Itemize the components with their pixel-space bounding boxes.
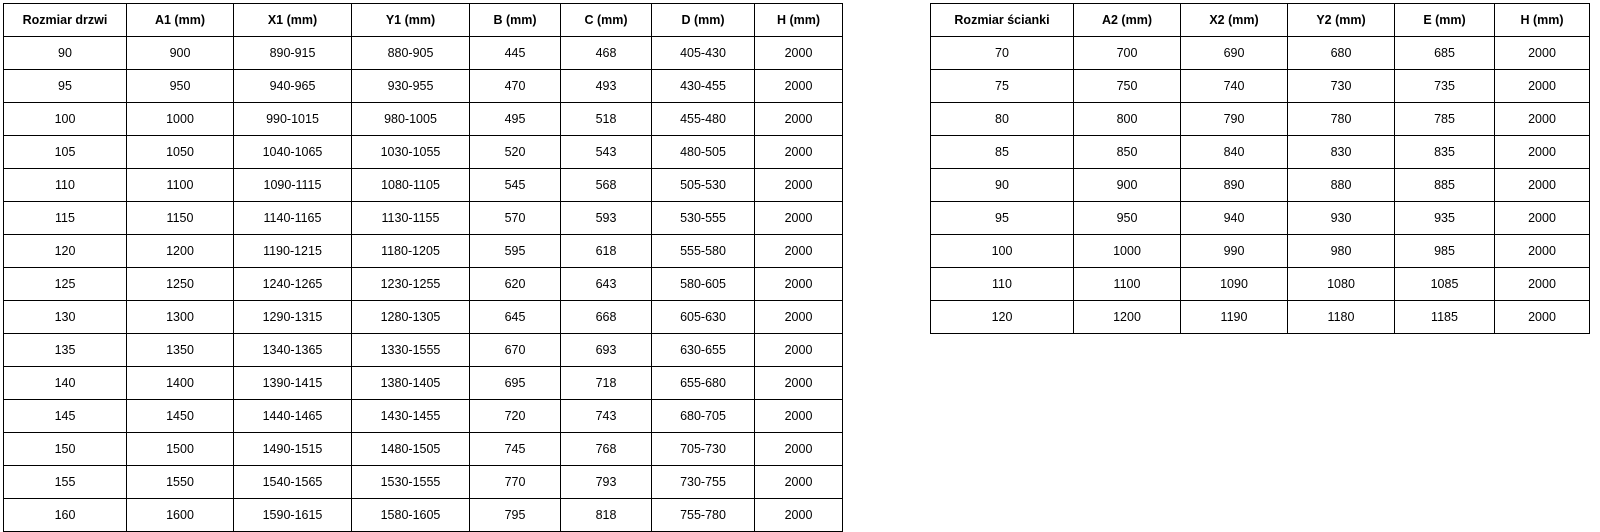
column-header: Rozmiar drzwi (4, 4, 127, 37)
column-header: X1 (mm) (234, 4, 352, 37)
table-cell: 1380-1405 (352, 367, 470, 400)
table-cell: 2000 (1495, 37, 1590, 70)
table-cell: 595 (470, 235, 561, 268)
table-cell: 2000 (755, 301, 843, 334)
column-header: D (mm) (652, 4, 755, 37)
table-cell: 1040-1065 (234, 136, 352, 169)
table-cell: 730 (1288, 70, 1395, 103)
table-cell: 470 (470, 70, 561, 103)
table-cell: 950 (127, 70, 234, 103)
table-cell: 505-530 (652, 169, 755, 202)
table-cell: 2000 (755, 103, 843, 136)
walls-dimensions-table (930, 3, 1590, 334)
table-header-row (4, 4, 843, 37)
table-row (4, 169, 843, 202)
table-cell: 1440-1465 (234, 400, 352, 433)
table-cell: 885 (1395, 169, 1495, 202)
table-cell: 730-755 (652, 466, 755, 499)
table-cell: 1430-1455 (352, 400, 470, 433)
table-cell: 520 (470, 136, 561, 169)
table-row (4, 103, 843, 136)
table-cell: 880 (1288, 169, 1395, 202)
table-cell: 743 (561, 400, 652, 433)
table-cell: 705-730 (652, 433, 755, 466)
table-cell: 1530-1555 (352, 466, 470, 499)
table-cell: 685 (1395, 37, 1495, 70)
table-cell: 445 (470, 37, 561, 70)
doors-table-head (4, 4, 843, 37)
column-header: A2 (mm) (1074, 4, 1181, 37)
table-cell: 70 (931, 37, 1074, 70)
table-cell: 880-905 (352, 37, 470, 70)
table-cell: 1180-1205 (352, 235, 470, 268)
table-cell: 1185 (1395, 301, 1495, 334)
table-cell: 2000 (755, 268, 843, 301)
table-cell: 750 (1074, 70, 1181, 103)
table-cell: 740 (1181, 70, 1288, 103)
table-cell: 100 (4, 103, 127, 136)
table-cell: 1490-1515 (234, 433, 352, 466)
table-cell: 1085 (1395, 268, 1495, 301)
table-row (931, 37, 1590, 70)
table-row (4, 367, 843, 400)
table-cell: 1400 (127, 367, 234, 400)
table-cell: 670 (470, 334, 561, 367)
table-cell: 693 (561, 334, 652, 367)
table-cell: 120 (931, 301, 1074, 334)
table-cell: 85 (931, 136, 1074, 169)
table-cell: 145 (4, 400, 127, 433)
table-cell: 110 (931, 268, 1074, 301)
table-cell: 1050 (127, 136, 234, 169)
column-header: H (mm) (755, 4, 843, 37)
table-row (931, 301, 1590, 334)
table-cell: 680 (1288, 37, 1395, 70)
table-cell: 770 (470, 466, 561, 499)
table-row (4, 433, 843, 466)
table-header-row (931, 4, 1590, 37)
table-cell: 1140-1165 (234, 202, 352, 235)
table-row (4, 37, 843, 70)
table-cell: 900 (127, 37, 234, 70)
table-cell: 1190 (1181, 301, 1288, 334)
table-cell: 2000 (755, 70, 843, 103)
table-cell: 160 (4, 499, 127, 532)
table-cell: 1230-1255 (352, 268, 470, 301)
table-cell: 793 (561, 466, 652, 499)
table-cell: 2000 (755, 202, 843, 235)
table-cell: 1600 (127, 499, 234, 532)
table-cell: 1350 (127, 334, 234, 367)
table-row (931, 235, 1590, 268)
table-cell: 1180 (1288, 301, 1395, 334)
table-cell: 1080 (1288, 268, 1395, 301)
table-cell: 1130-1155 (352, 202, 470, 235)
table-cell: 1200 (127, 235, 234, 268)
table-cell: 140 (4, 367, 127, 400)
table-cell: 405-430 (652, 37, 755, 70)
table-cell: 1100 (127, 169, 234, 202)
table-cell: 135 (4, 334, 127, 367)
table-cell: 75 (931, 70, 1074, 103)
table-cell: 1030-1055 (352, 136, 470, 169)
table-cell: 1450 (127, 400, 234, 433)
table-cell: 1290-1315 (234, 301, 352, 334)
table-cell: 990 (1181, 235, 1288, 268)
table-cell: 980 (1288, 235, 1395, 268)
table-cell: 630-655 (652, 334, 755, 367)
table-cell: 1190-1215 (234, 235, 352, 268)
table-cell: 1590-1615 (234, 499, 352, 532)
table-cell: 580-605 (652, 268, 755, 301)
table-cell: 1280-1305 (352, 301, 470, 334)
table-cell: 1550 (127, 466, 234, 499)
table-cell: 90 (4, 37, 127, 70)
column-header: H (mm) (1495, 4, 1590, 37)
table-cell: 695 (470, 367, 561, 400)
table-cell: 155 (4, 466, 127, 499)
table-cell: 1200 (1074, 301, 1181, 334)
table-cell: 1250 (127, 268, 234, 301)
doors-table-body (4, 37, 843, 532)
table-cell: 100 (931, 235, 1074, 268)
table-cell: 568 (561, 169, 652, 202)
table-cell: 130 (4, 301, 127, 334)
table-cell: 2000 (1495, 103, 1590, 136)
table-cell: 668 (561, 301, 652, 334)
table-cell: 1000 (1074, 235, 1181, 268)
walls-table-body (931, 37, 1590, 334)
table-row (931, 268, 1590, 301)
table-cell: 795 (470, 499, 561, 532)
table-cell: 718 (561, 367, 652, 400)
table-cell: 830 (1288, 136, 1395, 169)
table-cell: 90 (931, 169, 1074, 202)
table-cell: 985 (1395, 235, 1495, 268)
table-cell: 850 (1074, 136, 1181, 169)
table-cell: 1080-1105 (352, 169, 470, 202)
table-cell: 835 (1395, 136, 1495, 169)
table-cell: 735 (1395, 70, 1495, 103)
table-row (4, 268, 843, 301)
table-cell: 455-480 (652, 103, 755, 136)
table-cell: 680-705 (652, 400, 755, 433)
walls-table-head (931, 4, 1590, 37)
table-cell: 2000 (755, 169, 843, 202)
table-cell: 768 (561, 433, 652, 466)
table-cell: 570 (470, 202, 561, 235)
table-cell: 105 (4, 136, 127, 169)
column-header: C (mm) (561, 4, 652, 37)
table-cell: 1580-1605 (352, 499, 470, 532)
table-cell: 2000 (755, 466, 843, 499)
table-cell: 518 (561, 103, 652, 136)
table-cell: 1090-1115 (234, 169, 352, 202)
table-cell: 2000 (755, 136, 843, 169)
table-row (4, 466, 843, 499)
table-cell: 2000 (1495, 301, 1590, 334)
table-cell: 990-1015 (234, 103, 352, 136)
table-row (931, 70, 1590, 103)
table-cell: 1300 (127, 301, 234, 334)
table-cell: 468 (561, 37, 652, 70)
table-cell: 495 (470, 103, 561, 136)
table-cell: 605-630 (652, 301, 755, 334)
table-cell: 818 (561, 499, 652, 532)
table-cell: 2000 (1495, 136, 1590, 169)
table-cell: 530-555 (652, 202, 755, 235)
table-cell: 935 (1395, 202, 1495, 235)
table-cell: 1000 (127, 103, 234, 136)
table-row (4, 235, 843, 268)
table-cell: 1480-1505 (352, 433, 470, 466)
doors-table-container (3, 3, 843, 532)
table-cell: 2000 (1495, 235, 1590, 268)
table-cell: 593 (561, 202, 652, 235)
table-cell: 2000 (755, 400, 843, 433)
table-cell: 790 (1181, 103, 1288, 136)
table-cell: 643 (561, 268, 652, 301)
table-cell: 890 (1181, 169, 1288, 202)
column-header: Y2 (mm) (1288, 4, 1395, 37)
table-cell: 655-680 (652, 367, 755, 400)
table-cell: 2000 (755, 367, 843, 400)
column-header: Y1 (mm) (352, 4, 470, 37)
table-cell: 150 (4, 433, 127, 466)
table-cell: 2000 (755, 37, 843, 70)
table-cell: 785 (1395, 103, 1495, 136)
table-cell: 95 (4, 70, 127, 103)
table-cell: 780 (1288, 103, 1395, 136)
table-row (4, 499, 843, 532)
column-header: A1 (mm) (127, 4, 234, 37)
table-cell: 430-455 (652, 70, 755, 103)
column-header: B (mm) (470, 4, 561, 37)
table-cell: 493 (561, 70, 652, 103)
table-cell: 1500 (127, 433, 234, 466)
table-cell: 545 (470, 169, 561, 202)
table-cell: 1540-1565 (234, 466, 352, 499)
table-row (4, 202, 843, 235)
table-cell: 800 (1074, 103, 1181, 136)
table-row (4, 301, 843, 334)
doors-dimensions-table (3, 3, 843, 532)
table-cell: 700 (1074, 37, 1181, 70)
table-cell: 1150 (127, 202, 234, 235)
table-cell: 930-955 (352, 70, 470, 103)
table-cell: 720 (470, 400, 561, 433)
table-cell: 2000 (1495, 202, 1590, 235)
table-row (4, 334, 843, 367)
table-cell: 120 (4, 235, 127, 268)
table-cell: 2000 (1495, 70, 1590, 103)
table-cell: 618 (561, 235, 652, 268)
table-cell: 840 (1181, 136, 1288, 169)
table-cell: 95 (931, 202, 1074, 235)
table-cell: 1330-1555 (352, 334, 470, 367)
table-cell: 755-780 (652, 499, 755, 532)
table-row (931, 202, 1590, 235)
table-cell: 125 (4, 268, 127, 301)
table-cell: 2000 (755, 235, 843, 268)
table-cell: 2000 (755, 499, 843, 532)
table-cell: 940 (1181, 202, 1288, 235)
table-cell: 930 (1288, 202, 1395, 235)
table-row (4, 136, 843, 169)
table-row (4, 70, 843, 103)
table-cell: 1090 (1181, 268, 1288, 301)
table-cell: 2000 (755, 334, 843, 367)
table-cell: 480-505 (652, 136, 755, 169)
table-cell: 110 (4, 169, 127, 202)
table-cell: 2000 (755, 433, 843, 466)
table-cell: 1100 (1074, 268, 1181, 301)
table-cell: 745 (470, 433, 561, 466)
table-cell: 950 (1074, 202, 1181, 235)
column-header: Rozmiar ścianki (931, 4, 1074, 37)
table-cell: 890-915 (234, 37, 352, 70)
table-cell: 115 (4, 202, 127, 235)
table-cell: 620 (470, 268, 561, 301)
column-header: X2 (mm) (1181, 4, 1288, 37)
table-cell: 2000 (1495, 268, 1590, 301)
table-cell: 940-965 (234, 70, 352, 103)
table-cell: 543 (561, 136, 652, 169)
table-cell: 1340-1365 (234, 334, 352, 367)
table-cell: 2000 (1495, 169, 1590, 202)
table-cell: 645 (470, 301, 561, 334)
table-cell: 1390-1415 (234, 367, 352, 400)
table-row (931, 169, 1590, 202)
table-row (931, 136, 1590, 169)
column-header: E (mm) (1395, 4, 1495, 37)
table-cell: 1240-1265 (234, 268, 352, 301)
table-cell: 555-580 (652, 235, 755, 268)
table-cell: 80 (931, 103, 1074, 136)
walls-table-container (930, 3, 1590, 334)
table-row (931, 103, 1590, 136)
table-cell: 980-1005 (352, 103, 470, 136)
table-row (4, 400, 843, 433)
table-cell: 690 (1181, 37, 1288, 70)
table-cell: 900 (1074, 169, 1181, 202)
